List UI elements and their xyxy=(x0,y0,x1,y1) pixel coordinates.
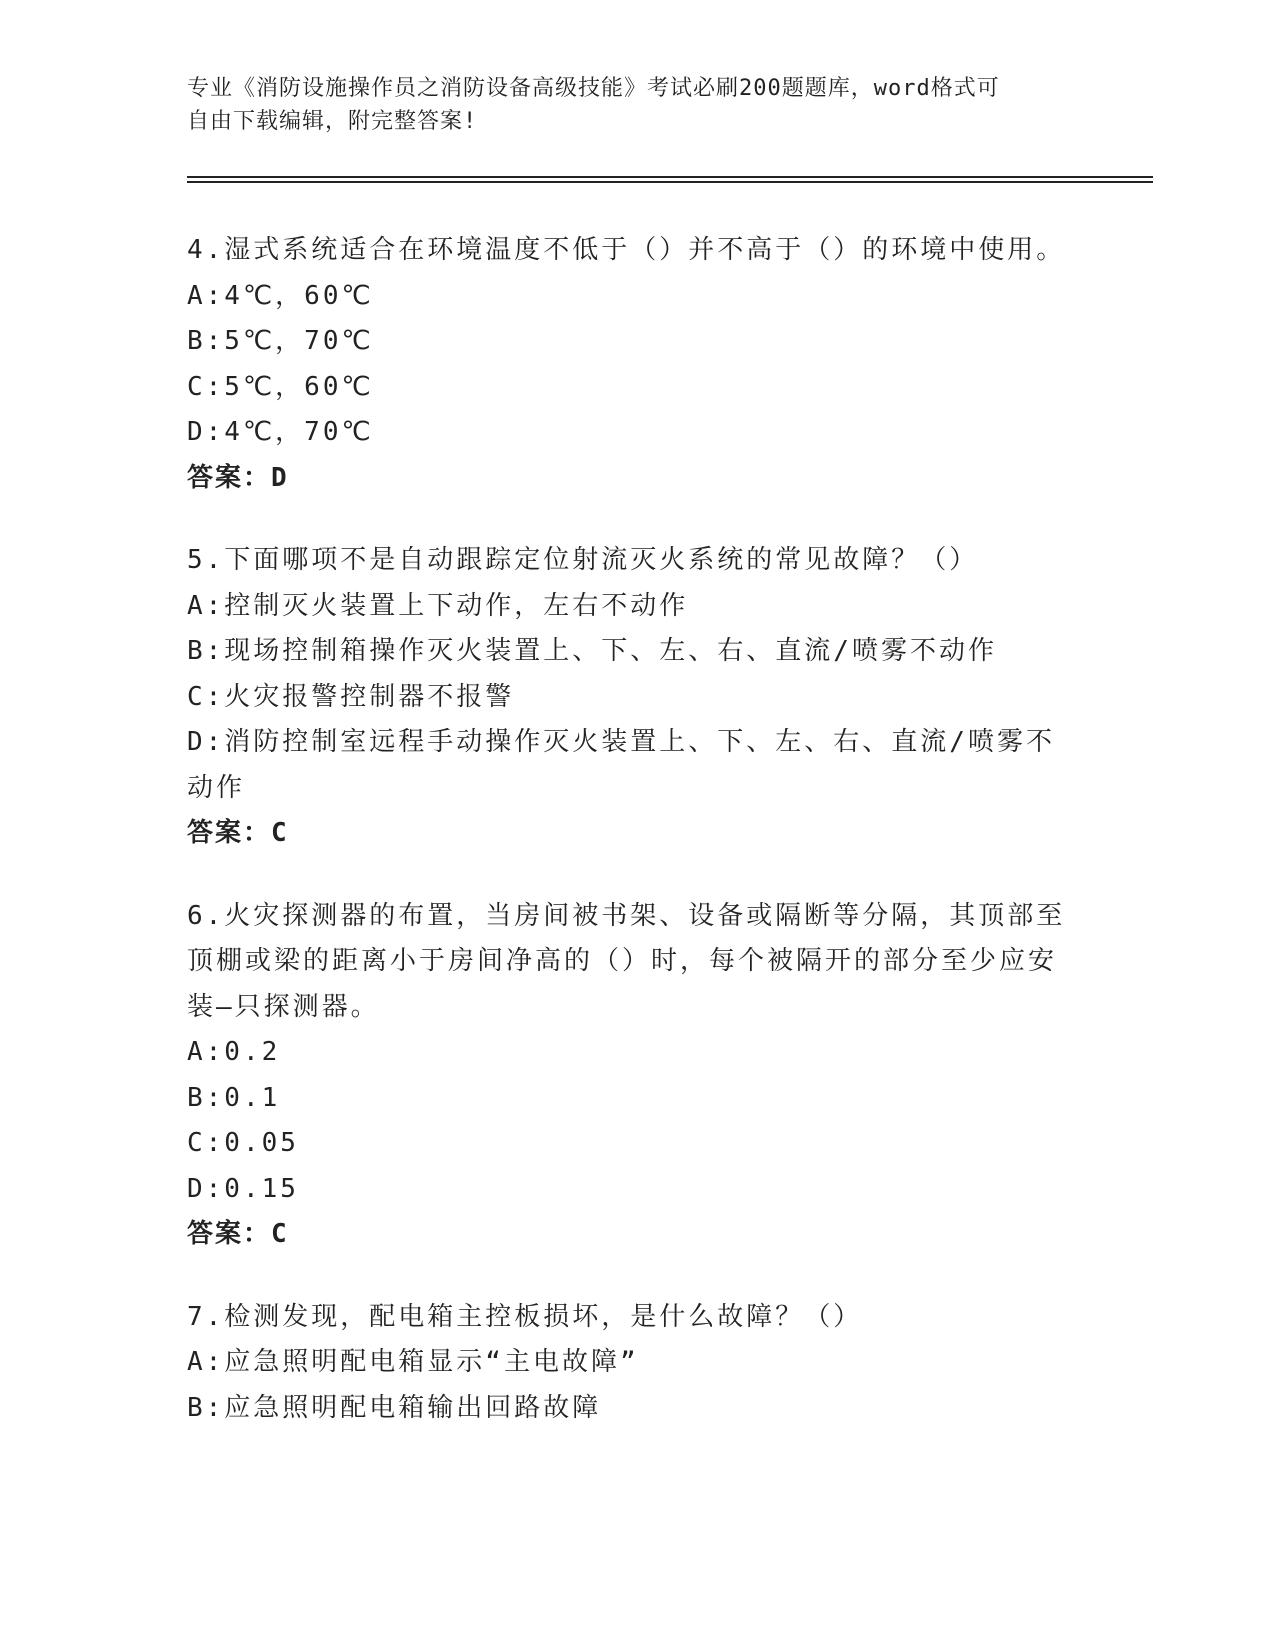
option-b: B:应急照明配电箱输出回路故障 xyxy=(187,1392,602,1423)
option-d: D:0.15 xyxy=(187,1173,299,1204)
header-line-2: 自由下载编辑，附完整答案! xyxy=(187,109,478,134)
option-a: A:4℃，60℃ xyxy=(187,280,374,311)
option-b: B:0.1 xyxy=(187,1082,281,1113)
option-d: D:4℃，70℃ xyxy=(187,417,374,447)
question-5 xyxy=(187,538,1067,857)
option-c: C:0.05 xyxy=(187,1128,299,1158)
option-b: B:5℃，70℃ xyxy=(187,326,374,356)
option-d: D:消防控制室远程手动操作灭火装置上、下、左、右、直流/喷雾不动作 xyxy=(187,727,1055,803)
header-divider-bottom xyxy=(187,181,1153,183)
option-c: C:5℃，60℃ xyxy=(187,371,374,402)
answer: 答案：C xyxy=(187,1219,289,1249)
answer: 答案：D xyxy=(187,462,289,493)
question-list xyxy=(187,228,1067,1468)
option-c: C:火灾报警控制器不报警 xyxy=(187,681,515,712)
option-a: A:控制灭火装置上下动作，左右不动作 xyxy=(187,590,689,621)
question-stem: 7.检测发现，配电箱主控板损坏，是什么故障？（） xyxy=(187,1301,863,1332)
header-divider-top xyxy=(187,176,1153,178)
question-6 xyxy=(187,894,1067,1258)
option-b: B:现场控制箱操作灭火装置上、下、左、右、直流/喷雾不动作 xyxy=(187,636,997,666)
question-stem: 6.火灾探测器的布置，当房间被书架、设备或隔断等分隔，其顶部至顶棚或梁的距离小于房间净高的（）时，每个被隔开的部分至少应安装—只探测器。 xyxy=(187,900,1066,1022)
document-header xyxy=(187,72,1067,138)
question-7 xyxy=(187,1295,1067,1432)
question-stem: 4.湿式系统适合在环境温度不低于（）并不高于（）的环境中使用。 xyxy=(187,235,1066,265)
question-4 xyxy=(187,228,1067,501)
header-line-1: 专业《消防设施操作员之消防设备高级技能》考试必刷200题题库，word格式可 xyxy=(187,76,1000,101)
option-a: A:应急照明配电箱显示“主电故障” xyxy=(187,1347,639,1377)
option-a: A:0.2 xyxy=(187,1037,281,1067)
question-stem: 5.下面哪项不是自动跟踪定位射流灭火系统的常见故障？（） xyxy=(187,545,979,575)
answer: 答案：C xyxy=(187,818,289,848)
